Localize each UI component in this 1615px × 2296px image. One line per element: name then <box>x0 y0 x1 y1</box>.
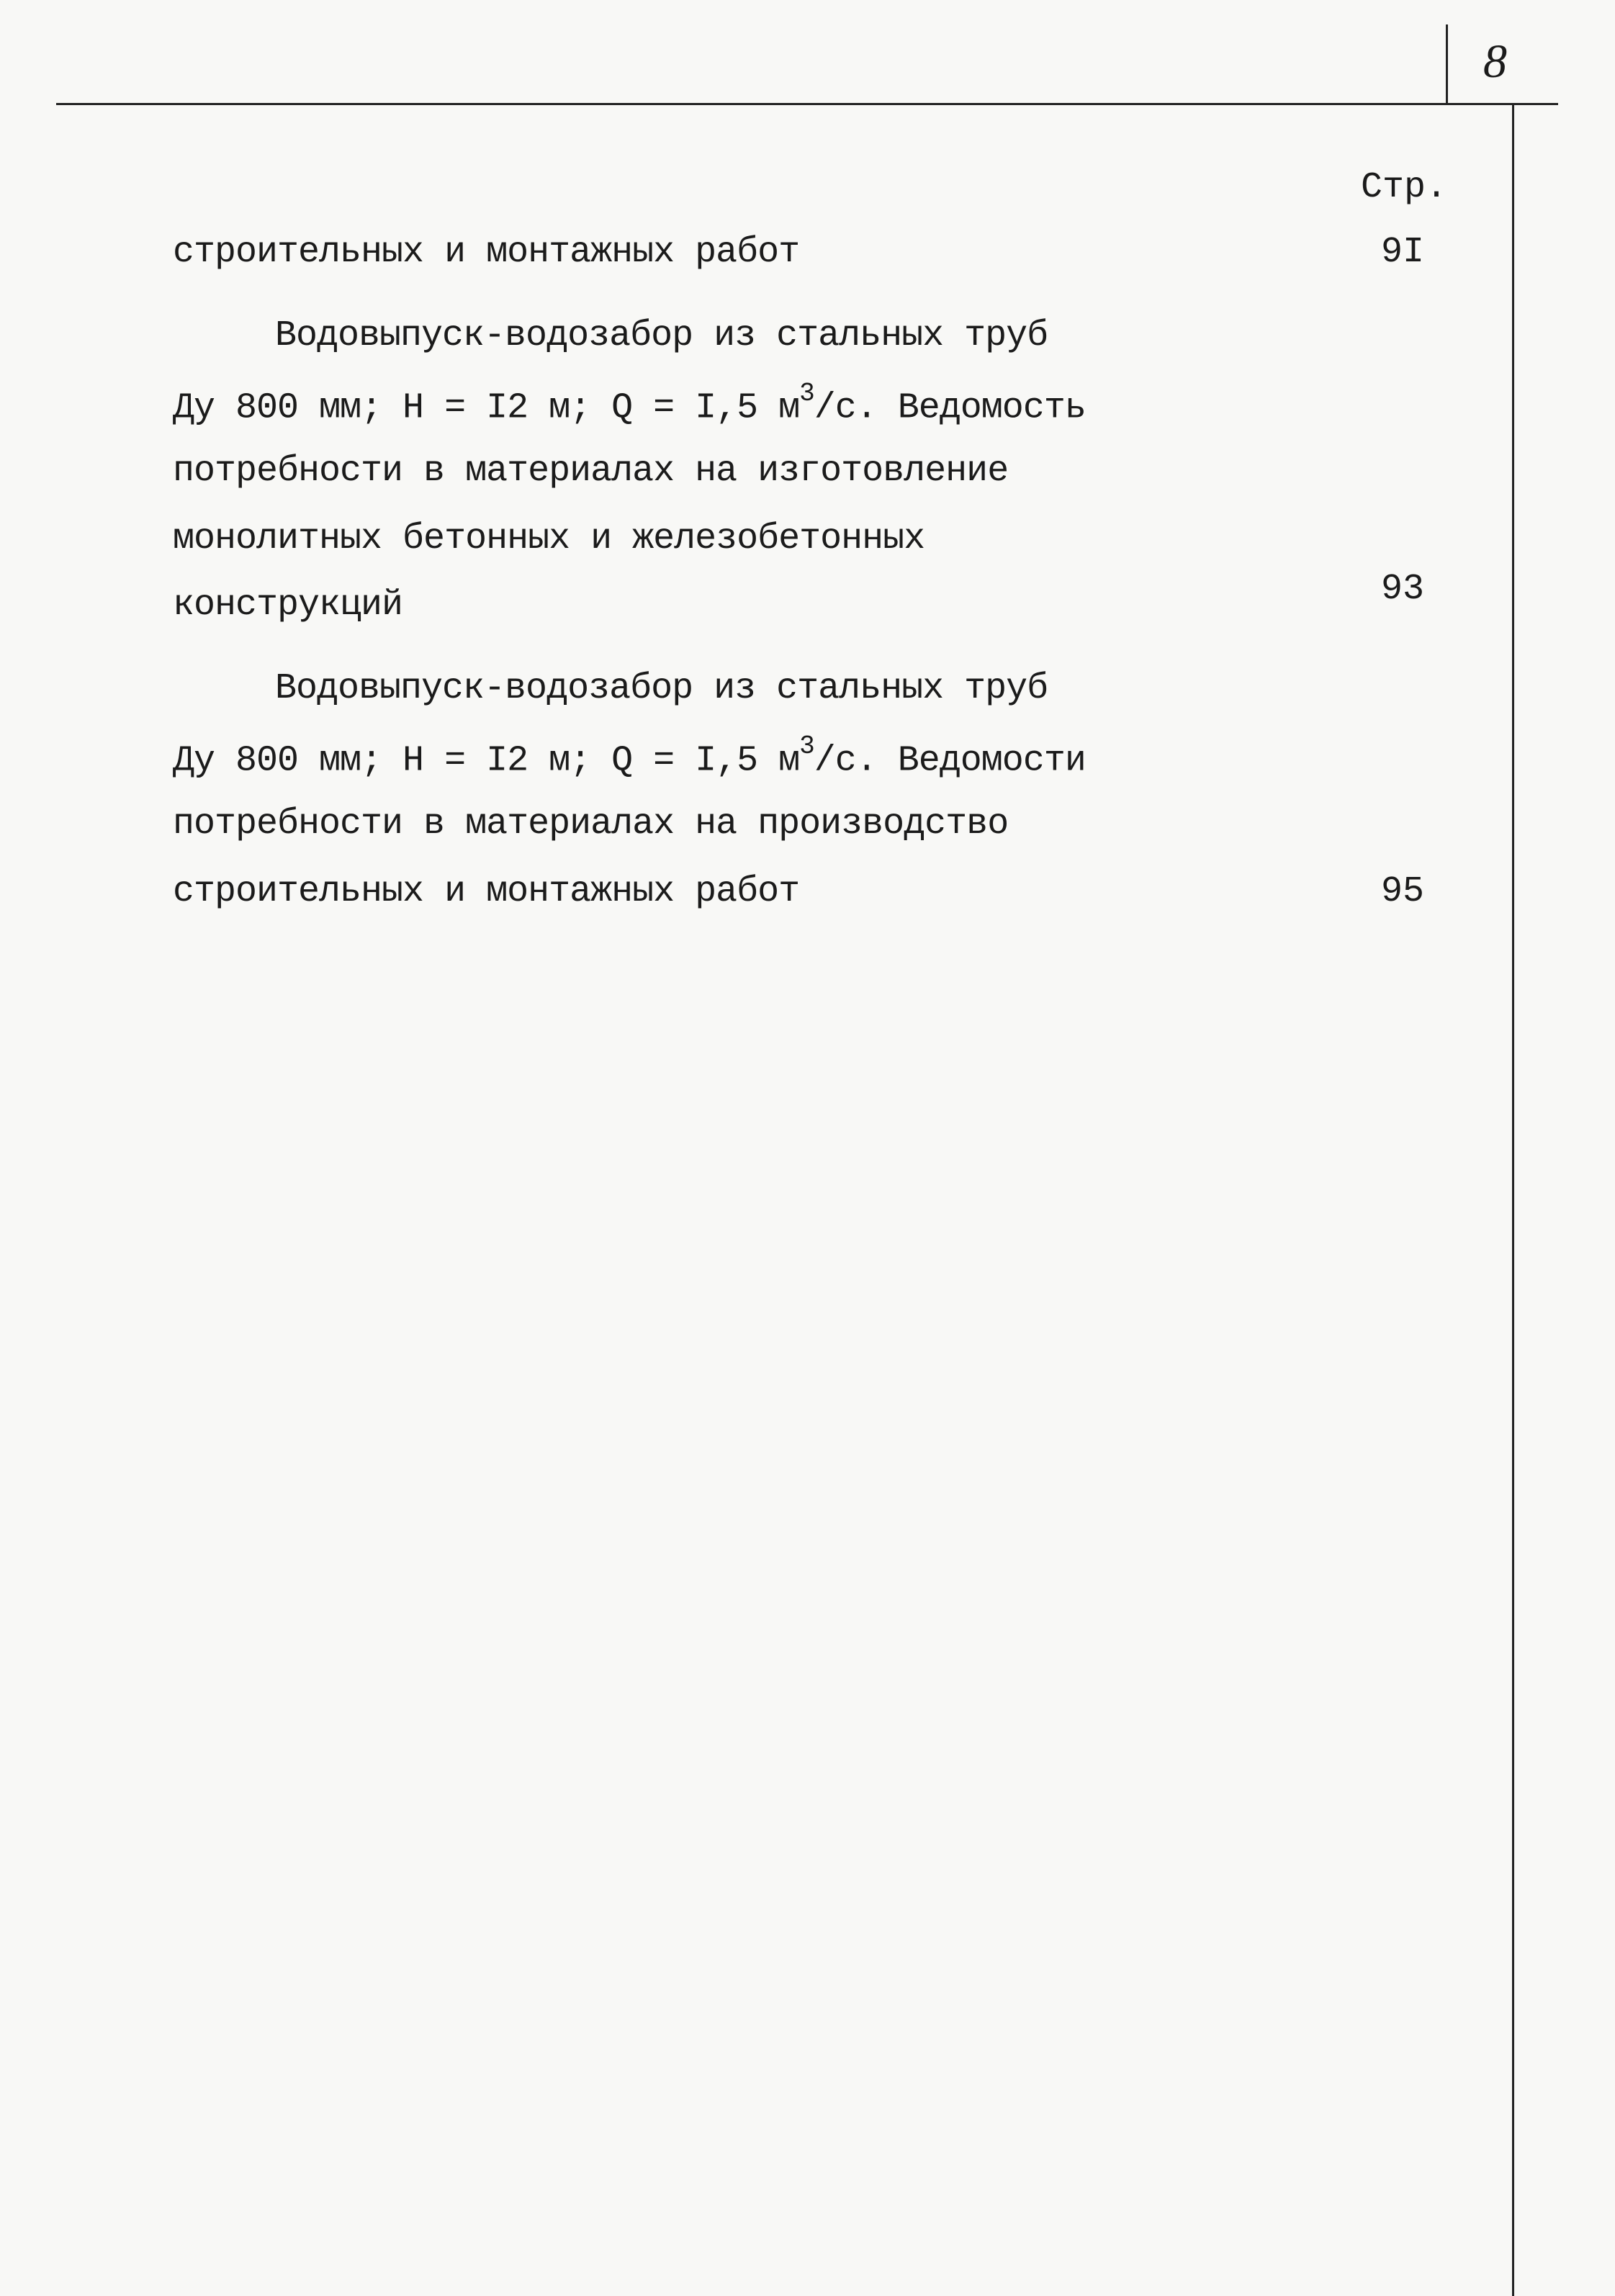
toc-entry-3-line-4: строительных и монтажных работ <box>173 871 800 912</box>
toc-entry-2-line-2 <box>173 379 1086 429</box>
toc-entry-2-line-5: конструкций <box>173 585 403 626</box>
toc-entry-1-page: 9I <box>1381 232 1425 273</box>
toc-entry-2-line-2-text: Ду 800 мм; Н = I2 м; Q = I,5 м <box>173 387 800 429</box>
superscript-3: 3 <box>799 379 814 408</box>
toc-entry-3-line-2-text: Ду 800 мм; Н = I2 м; Q = I,5 м <box>173 740 800 782</box>
toc-entry-2-line-3: потребности в материалах на изготовление <box>173 451 1009 492</box>
toc-entry-3-line-3: потребности в материалах на производство <box>173 803 1009 845</box>
toc-entry-3-line-1: Водовыпуск-водозабор из стальных труб <box>275 668 1048 709</box>
toc-entry-3-line-2-tail: /с. Ведомости <box>814 740 1086 782</box>
toc-entry-3-page: 95 <box>1381 871 1425 912</box>
toc-entry-2-line-1: Водовыпуск-водозабор из стальных труб <box>275 315 1048 356</box>
page-number: 8 <box>1483 35 1507 88</box>
frame-top-rule <box>56 103 1558 105</box>
superscript-3: 3 <box>799 731 814 761</box>
toc-entry-2-line-2-tail: /с. Ведомость <box>814 387 1086 429</box>
page-column-header: Стр. <box>1361 167 1448 208</box>
frame-right-rule <box>1512 103 1514 2296</box>
toc-entry-1-line-1: строительных и монтажных работ <box>173 232 800 273</box>
toc-entry-2-line-4: монолитных бетонных и железобетонных <box>173 518 925 559</box>
page-number-box-rule <box>1446 24 1448 104</box>
toc-entry-2-page: 93 <box>1381 569 1425 610</box>
toc-entry-3-line-2 <box>173 731 1086 782</box>
